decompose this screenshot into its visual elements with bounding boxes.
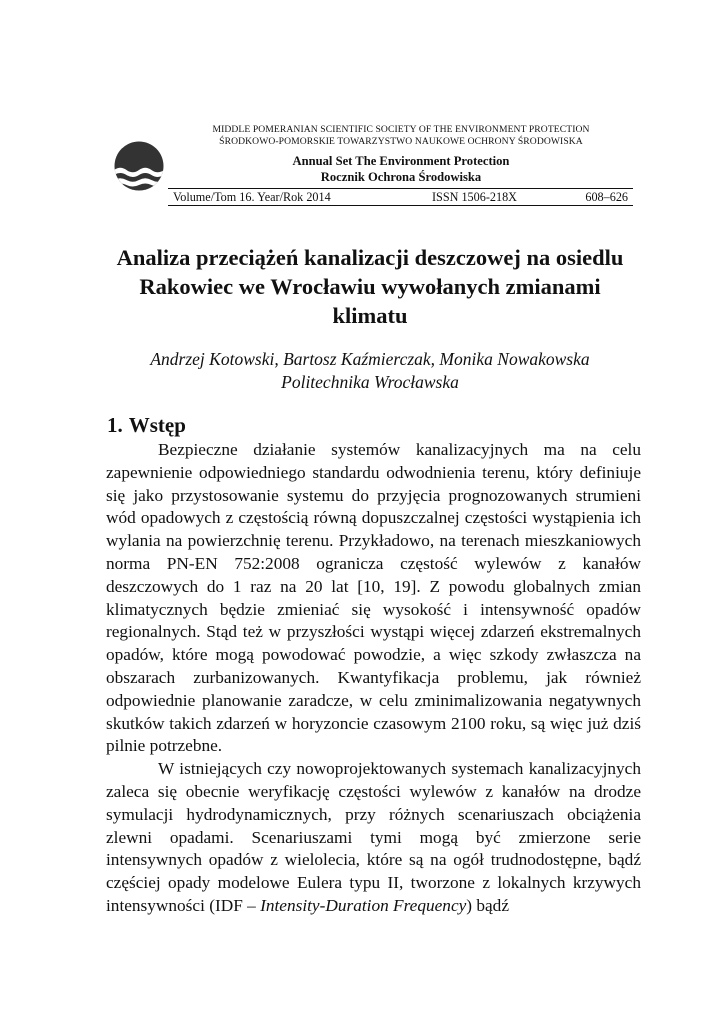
author-block: [100, 348, 640, 394]
paragraph: [106, 758, 641, 918]
journal-title-pl: Rocznik Ochrona Środowiska: [320, 169, 482, 184]
society-name-pl: ŚRODKOWO-POMORSKIE TOWARZYSTWO NAUKOWE OCHRONY ŚRODOWISKA: [219, 136, 583, 147]
section-heading: [107, 412, 186, 438]
italic-term: Intensity-Duration Frequency: [260, 895, 467, 915]
article-body: [106, 439, 641, 918]
affiliation: Politechnika Wrocławska: [281, 372, 459, 392]
section-title: Wstęp: [128, 413, 186, 437]
header-rule-bottom: [168, 205, 633, 206]
paragraph-text: ) bądź: [466, 895, 509, 915]
author-names: Andrzej Kotowski, Bartosz Kaźmierczak, Monika Nowakowska: [150, 349, 590, 369]
page-range: 608–626: [585, 190, 628, 204]
paragraph: Bezpieczne działanie systemów kanalizacyjnych ma na celu zapewnienie odpowiedniego standardu odwodnienia terenu, który definiuje się jako przystosowanie systemu do przyjęcia prognozowanych strumieni wód opadowych z częstością równą dopuszczalnej częstości wystąpienia ich wylania na powierzchnię terenu. Przykładowo, na terenach mieszkaniowych norma PN-EN 752:2008 ogranicza częstość wylewów z kanałów deszczowych do 1 raz na 20 lat [10, 19]. Z powodu globalnych zmian klimatycznych będzie zmieniać się wysokość i intensywność opadów regionalnych. Stąd też w przyszłości wystąpi więcej zdarzeń ekstremalnych opadów, które mogą powodować powodzie, a więc szkody zwłaszcza na obszarach zurbanizowanych. Kwantyfikacja problemu, jak również odpowiednie planowanie zaradcze, w celu zminimalizowania negatywnych skutków takich zdarzeń w horyzoncie czasowym 2100 roku, są więc już dziś pilnie potrzebne.: [106, 440, 641, 756]
society-logo-icon: [114, 141, 164, 191]
journal-title-en: Annual Set The Environment Protection: [292, 154, 510, 168]
issue-info: [173, 190, 628, 204]
section-number: 1.: [107, 413, 123, 437]
society-names: [170, 124, 632, 148]
header-rule-top: [168, 188, 633, 189]
journal-title: [170, 154, 632, 185]
society-name-en: MIDDLE POMERANIAN SCIENTIFIC SOCIETY OF THE ENVIRONMENT PROTECTION: [212, 124, 590, 135]
paragraph-text: W istniejących czy nowoprojektowanych systemach kanalizacyjnych zaleca się obecnie weryfikację częstości wylewów z kanałów na drodze symulacji hydrodynamicznych, przy różnych scenariuszach obciążenia zlewni opadami. Scenariuszami tymi mogą być zmierzone serie intensywnych opadów z wielolecia, które są na ogół trudnodostępne, bądź częściej opady modelowe Eulera typu II, tworzone z lokalnych krzywych intensywności (IDF –: [106, 759, 641, 915]
issn: ISSN 1506-218X: [432, 190, 517, 204]
article-title: Analiza przeciążeń kanalizacji deszczowej na osiedlu Rakowiec we Wrocławiu wywołanych zmianami klimatu: [116, 245, 624, 328]
volume-year: Volume/Tom 16. Year/Rok 2014: [173, 190, 331, 204]
